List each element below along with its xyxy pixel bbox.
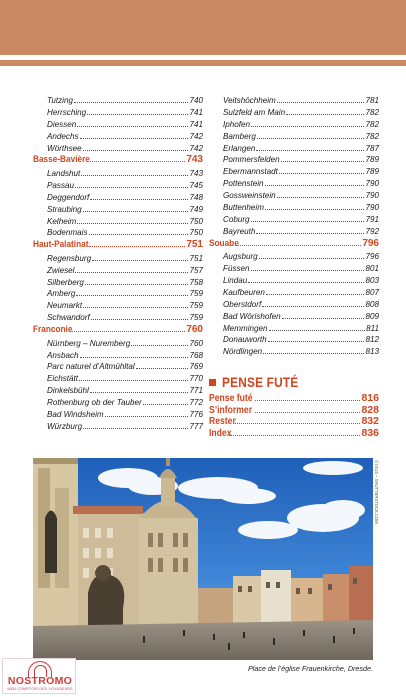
- toc-entry: [209, 262, 379, 274]
- toc-section-heading: [33, 238, 203, 252]
- logo-brand: NOSTROMO: [7, 675, 73, 687]
- dot-leader: [87, 106, 188, 115]
- pense-fute-list: [209, 392, 379, 438]
- toc-entry-page: 760: [186, 324, 203, 336]
- toc-entry: [33, 226, 203, 238]
- toc-entry-page: 803: [365, 275, 379, 285]
- toc-entry: [33, 299, 203, 311]
- toc-entry: [33, 311, 203, 323]
- dot-leader: [265, 177, 365, 186]
- toc-entry-name: Erlangen: [223, 143, 256, 153]
- toc-entry-name: Haut-Palatinat: [33, 239, 89, 251]
- dot-leader: [83, 420, 188, 429]
- toc-entry: [33, 408, 203, 420]
- pense-fute-entry-name: Pense futé: [209, 392, 253, 404]
- toc-entry: [33, 118, 203, 130]
- toc-entry: [209, 142, 379, 154]
- toc-entry-page: 812: [365, 335, 379, 345]
- toc-entry-page: 751: [186, 239, 203, 251]
- toc-entry: [33, 191, 203, 203]
- toc-entry-page: 789: [365, 167, 379, 177]
- toc-entry: [209, 130, 379, 142]
- dot-leader: [262, 298, 364, 307]
- toc-entry: [33, 360, 203, 372]
- toc-entry-page: 782: [365, 107, 379, 117]
- dot-leader: [131, 337, 188, 346]
- dot-leader: [90, 153, 185, 162]
- nostromo-logo: [2, 658, 76, 694]
- toc-entry: [33, 130, 203, 142]
- toc-entry-name: Bad Wörishofen: [223, 311, 281, 321]
- toc-entry-page: 751: [189, 253, 203, 263]
- dot-leader: [277, 94, 365, 103]
- dot-leader: [257, 130, 365, 139]
- dot-leader: [235, 237, 362, 246]
- toc-entry: [209, 153, 379, 165]
- toc-entry-page: 792: [365, 226, 379, 236]
- toc-entry-name: Kaufbeuren: [223, 287, 265, 297]
- dot-leader: [281, 153, 365, 162]
- dot-leader: [268, 333, 365, 342]
- toc-entry-name: Basse-Bavière: [33, 154, 90, 166]
- dot-leader: [143, 396, 189, 405]
- toc-entry-name: Dinkelsbühl: [47, 386, 89, 396]
- toc-entry-name: Buttenheim: [223, 203, 264, 213]
- toc-entry-name: Bodenmais: [47, 228, 88, 238]
- toc-entry-page: 782: [365, 131, 379, 141]
- toc-entry-page: 758: [189, 277, 203, 287]
- toc-entry-name: Augsburg: [223, 252, 258, 262]
- toc-entry-name: Bayreuth: [223, 226, 256, 236]
- toc-entry: [33, 396, 203, 408]
- toc-entry-name: Deggendorf: [47, 192, 90, 202]
- dot-leader: [80, 349, 189, 358]
- toc-section-heading: [209, 237, 379, 251]
- toc-entry-page: 743: [189, 168, 203, 178]
- toc-entry-page: 741: [189, 119, 203, 129]
- dot-leader: [105, 408, 189, 417]
- pense-fute-entry: [209, 427, 379, 439]
- toc-entry-page: 743: [186, 154, 203, 166]
- dot-leader: [251, 118, 364, 127]
- toc-entry-page: 759: [189, 301, 203, 311]
- toc-entry-page: 808: [365, 299, 379, 309]
- toc-entry-name: Parc naturel d’Altmühltal: [47, 362, 135, 372]
- toc-entry-name: Füssen: [223, 264, 250, 274]
- toc-entry-page: 742: [189, 143, 203, 153]
- toc-entry: [33, 372, 203, 384]
- toc-entry: [209, 189, 379, 201]
- toc-entry-name: Wörthsee: [47, 143, 82, 153]
- dot-leader: [255, 392, 360, 401]
- toc-entry-page: 742: [189, 131, 203, 141]
- toc-entry: [33, 252, 203, 264]
- toc-entry: [209, 274, 379, 286]
- dot-leader: [77, 215, 188, 224]
- toc-entry-name: Eichstätt: [47, 374, 79, 384]
- toc-entry: [209, 310, 379, 322]
- dot-leader: [277, 189, 365, 198]
- toc-entry-name: Donauworth: [223, 335, 267, 345]
- toc-entry-name: Zwiesel: [47, 265, 75, 275]
- toc-entry: [33, 215, 203, 227]
- toc-entry-name: Veitshöchheim: [223, 96, 276, 105]
- toc-entry-name: Franconie: [33, 324, 73, 336]
- dot-leader: [136, 360, 189, 369]
- dot-leader: [282, 310, 365, 319]
- header-stripe: [0, 60, 406, 66]
- dot-leader: [83, 142, 189, 151]
- toc-entry: [209, 94, 379, 106]
- dot-leader: [81, 167, 188, 176]
- pense-fute-title: PENSE FUTÉ: [222, 374, 299, 390]
- dot-leader: [256, 225, 364, 234]
- toc-entry-page: 790: [365, 179, 379, 189]
- toc-section-heading: [33, 153, 203, 167]
- dot-leader: [235, 415, 361, 424]
- toc-entry-name: Würzburg: [47, 421, 83, 431]
- toc-entry: [33, 94, 203, 106]
- toc-entry-page: 807: [365, 287, 379, 297]
- toc-entry-page: 790: [365, 203, 379, 213]
- toc-entry: [33, 106, 203, 118]
- toc-entry-name: Bamberg: [223, 131, 256, 141]
- toc-entry-name: Schwandorf: [47, 313, 90, 323]
- toc-entry-name: Souabe: [209, 237, 239, 249]
- toc-section-heading: [33, 323, 203, 337]
- dot-leader: [80, 130, 189, 139]
- pense-fute-entry-name: S’informer: [209, 403, 253, 416]
- dot-leader: [83, 203, 189, 212]
- dot-leader: [248, 274, 364, 283]
- toc-entry-page: 813: [365, 347, 379, 357]
- toc-entry-name: Herrsching: [47, 107, 87, 117]
- toc-entry-page: 769: [189, 362, 203, 372]
- dot-leader: [79, 372, 188, 381]
- toc-entry: [209, 286, 379, 298]
- pense-fute-entry-page: 816: [361, 392, 379, 404]
- toc-entry: [209, 201, 379, 213]
- square-bullet-icon: [209, 379, 216, 386]
- dot-leader: [229, 427, 360, 436]
- toc-entry: [209, 250, 379, 262]
- toc-entry: [33, 167, 203, 179]
- toc-entry-page: 796: [365, 252, 379, 262]
- toc-entry-name: Memmingen: [223, 323, 268, 333]
- toc-entry-name: Amberg: [47, 289, 76, 299]
- dot-leader: [251, 213, 365, 222]
- toc-entry-page: 789: [365, 155, 379, 165]
- dot-leader: [265, 201, 365, 210]
- toc-entry-page: 782: [365, 119, 379, 129]
- toc-entry-name: Neumarkt: [47, 301, 83, 311]
- toc-entry: [33, 349, 203, 361]
- pense-fute-entry-name: Rester: [209, 415, 236, 427]
- toc-entry-name: Coburg: [223, 214, 250, 224]
- dot-leader: [89, 226, 189, 235]
- toc-entry: [33, 384, 203, 396]
- pense-fute-entry-name: Index: [209, 426, 232, 439]
- toc-entry-page: 809: [365, 311, 379, 321]
- toc-entry-page: 811: [366, 323, 379, 333]
- dot-leader: [76, 287, 188, 296]
- toc-entry-name: Diessen: [47, 119, 77, 129]
- toc-entry: [33, 287, 203, 299]
- toc-entry-page: 760: [189, 338, 203, 348]
- logo-tagline: WEB COMPTOIR DES VOYAGEURS: [7, 687, 73, 691]
- toc-entry-name: Landshut: [47, 168, 81, 178]
- dot-leader: [266, 286, 365, 295]
- toc-entry-name: Lindau: [223, 275, 248, 285]
- toc-left-column: [33, 94, 203, 432]
- toc-entry-name: Passau: [47, 180, 74, 190]
- toc-entry-name: Tutzing: [47, 96, 73, 105]
- toc-entry-name: Pottenstein: [223, 179, 264, 189]
- header-band: [0, 0, 406, 55]
- dot-leader: [89, 238, 186, 247]
- toc-entry-page: 796: [362, 237, 379, 249]
- toc-entry: [33, 203, 203, 215]
- frauenkirche-photo: [33, 458, 373, 660]
- pense-fute-entry: [209, 404, 379, 416]
- dot-leader: [90, 191, 188, 200]
- toc-entry: [209, 225, 379, 237]
- toc-entry: [209, 118, 379, 130]
- toc-entry-page: 749: [189, 204, 203, 214]
- pense-fute-entry: [209, 392, 379, 404]
- toc-entry: [33, 420, 203, 432]
- toc-entry-page: 768: [189, 350, 203, 360]
- dot-leader: [251, 262, 365, 271]
- dot-leader: [74, 94, 189, 103]
- photo-credit: © IXUS – SHUTTERSTOCK.COM: [374, 460, 379, 524]
- toc-entry-name: Nürnberg – Nuremberg: [47, 338, 131, 348]
- toc-entry: [209, 298, 379, 310]
- toc-entry-page: 770: [189, 374, 203, 384]
- toc-entry-name: Ebermannstadt: [223, 167, 278, 177]
- pense-fute-entry-page: 832: [361, 415, 379, 427]
- dot-leader: [75, 179, 188, 188]
- dot-leader: [259, 250, 365, 259]
- dot-leader: [85, 276, 189, 285]
- dot-leader: [255, 404, 361, 413]
- toc-entry: [209, 106, 379, 118]
- toc-entry-name: Rothenburg ob der Tauber: [47, 398, 142, 408]
- toc-entry: [209, 345, 379, 357]
- toc-entry-page: 791: [365, 214, 379, 224]
- toc-entry-name: Silberberg: [47, 277, 84, 287]
- dot-leader: [263, 345, 364, 354]
- toc-entry-page: 771: [189, 386, 203, 396]
- dot-leader: [83, 299, 188, 308]
- toc-entry-name: Kelheim: [47, 216, 77, 226]
- toc-entry-name: Oberstdorf: [223, 299, 262, 309]
- dot-leader: [279, 165, 365, 174]
- dot-leader: [77, 118, 188, 127]
- dot-leader: [92, 252, 188, 261]
- toc-entry-name: Ansbach: [47, 350, 79, 360]
- toc-entry: [209, 165, 379, 177]
- dot-leader: [90, 384, 189, 393]
- toc-entry: [209, 213, 379, 225]
- pense-fute-heading: [209, 372, 379, 392]
- pense-fute-entry: [209, 415, 379, 427]
- pense-fute-section: [209, 372, 379, 438]
- dot-leader: [70, 323, 185, 332]
- toc-entry-page: 759: [189, 313, 203, 323]
- toc-entry: [209, 177, 379, 189]
- toc-entry-page: 757: [189, 265, 203, 275]
- toc-entry-page: 745: [189, 180, 203, 190]
- toc-entry-page: 748: [189, 192, 203, 202]
- pense-fute-entry-page: 828: [361, 403, 379, 416]
- toc-entry-name: Sulzfeld am Main: [223, 107, 286, 117]
- toc-entry-name: Iphofen: [223, 119, 251, 129]
- toc-entry-page: 750: [189, 216, 203, 226]
- dot-leader: [269, 322, 366, 331]
- toc-entry-page: 772: [189, 398, 203, 408]
- toc-entry-page: 787: [365, 143, 379, 153]
- photo-caption: Place de l’église Frauenkirche, Dresde.: [247, 664, 373, 673]
- toc-entry: [33, 276, 203, 288]
- toc-entry: [33, 264, 203, 276]
- toc-entry-name: Andechs: [47, 131, 79, 141]
- dot-leader: [286, 106, 364, 115]
- toc-entry: [33, 337, 203, 349]
- dot-leader: [75, 264, 188, 273]
- toc-entry-page: 790: [365, 191, 379, 201]
- toc-entry-page: 776: [189, 409, 203, 419]
- toc-entry-name: Straubing: [47, 204, 82, 214]
- toc-entry-name: Bad Windsheim: [47, 409, 104, 419]
- toc-entry-page: 750: [189, 228, 203, 238]
- toc-right-column: [209, 94, 379, 357]
- toc-entry-page: 801: [365, 264, 379, 274]
- toc-entry-page: 741: [189, 107, 203, 117]
- toc-entry-page: 759: [189, 289, 203, 299]
- pense-fute-entry-page: 836: [361, 426, 379, 439]
- dot-leader: [91, 311, 189, 320]
- toc-entry-name: Regensburg: [47, 253, 92, 263]
- toc-entry-name: Gossweinstein: [223, 191, 276, 201]
- toc-entry-page: 781: [365, 96, 379, 105]
- toc-entry: [33, 179, 203, 191]
- dot-leader: [256, 142, 364, 151]
- toc-entry-page: 740: [189, 96, 203, 105]
- toc-entry-name: Pommersfelden: [223, 155, 280, 165]
- toc-entry: [209, 333, 379, 345]
- toc-entry: [33, 142, 203, 154]
- toc-entry-page: 777: [189, 421, 203, 431]
- toc-entry: [209, 322, 379, 334]
- toc-entry-name: Nördlingen: [223, 347, 263, 357]
